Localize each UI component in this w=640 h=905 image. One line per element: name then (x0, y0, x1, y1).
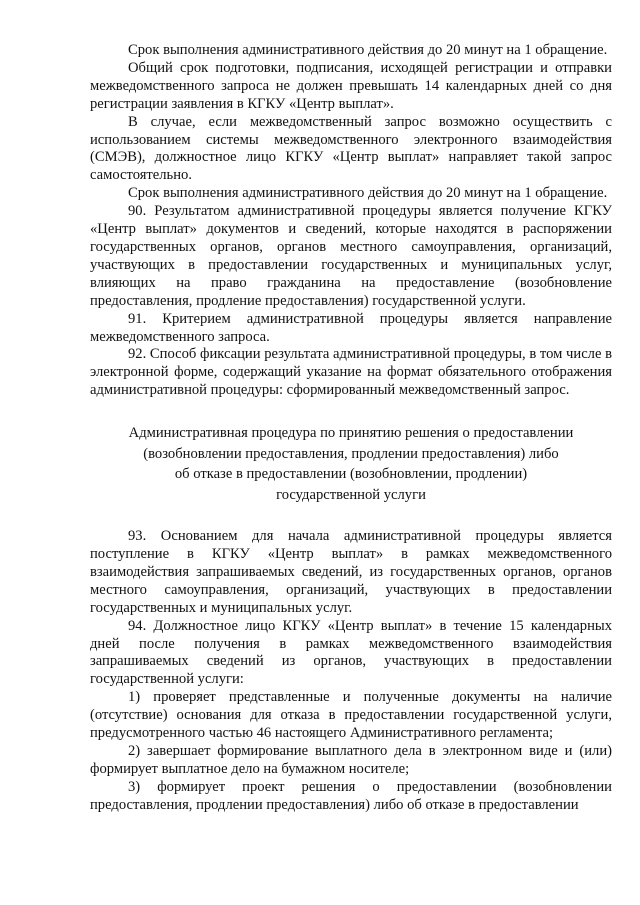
paragraph-94: 94. Должностное лицо КГКУ «Центр выплат» в течение 15 календарных дней после получения в рамках межведомственного взаимодействия запрашиваемых сведений из органов, участвующих в предоставлении государственной услуги: (90, 617, 612, 688)
paragraph-91: 91. Критерием административной процедуры является направление межведомственного запроса. (90, 310, 612, 345)
section-heading-line: (возобновлении предоставления, продлении предоставления) либо (143, 445, 559, 462)
paragraph-smev: В случае, если межведомственный запрос возможно осуществить с использованием системы межведомственного электронного взаимодействия (СМЭВ), должностное лицо КГКУ «Центр выплат» направляет такой запрос самостоятельно. (90, 113, 612, 184)
paragraph-deadline-1: Срок выполнения административного действия до 20 минут на 1 обращение. (128, 42, 608, 58)
list-item-3: 3) формирует проект решения о предоставлении (возобновлении предоставления, продлении предоставления) либо об отказе в предоставлении (90, 778, 612, 813)
paragraph-90: 90. Результатом административной процедуры является получение КГКУ «Центр выплат» документов и сведений, которые находятся в распоряжении государственных органов, органов местного самоуправления, организаций, участвующих в предоставлении государственных и муниципальных услуг, влияющих на право гражданина на предоставление (возобновление предоставления, продление предоставления) государственной услуги. (90, 203, 612, 309)
section-heading-line: об отказе в предоставлении (возобновлении, продлении) (174, 466, 528, 483)
list-item-2: 2) завершает формирование выплатного дела в электронном виде и (или) формирует выплатное дело на бумажном носителе; (90, 743, 612, 777)
list-item-1: 1) проверяет представленные и полученные документы на наличие (отсутствие) основания для отказа в предоставлении государственной услуги, предусмотренного частью 46 настоящего Административного регламента; (90, 689, 612, 742)
section-heading (90, 423, 612, 505)
paragraph-deadline-2: Срок выполнения административного действия до 20 минут на 1 обращение. (128, 185, 608, 202)
paragraph-total-deadline: Общий срок подготовки, подписания, исходящей регистрации и отправки межведомственного запроса не должен превышать 14 календарных дней со дня регистрации заявления в КГКУ «Центр выплат». (90, 59, 612, 112)
section-heading-line: государственной услуги (276, 486, 426, 503)
paragraph-93: 93. Основанием для начала административной процедуры является поступление в КГКУ «Центр выплат» в рамках межведомственного взаимодействия запрашиваемых сведений, из государственных органов, органов местного самоуправления, организаций, участвующих в предоставлении государственных и муниципальных услуг. (90, 528, 612, 616)
document-page (90, 42, 612, 815)
section-heading-line: Административная процедура по принятию решения о предоставлении (128, 425, 574, 442)
paragraph-92: 92. Способ фиксации результата административной процедуры, в том числе в электронной форме, содержащий указание на формат обязательного отображения административной процедуры: сформированный межведомственный запрос. (90, 346, 612, 399)
